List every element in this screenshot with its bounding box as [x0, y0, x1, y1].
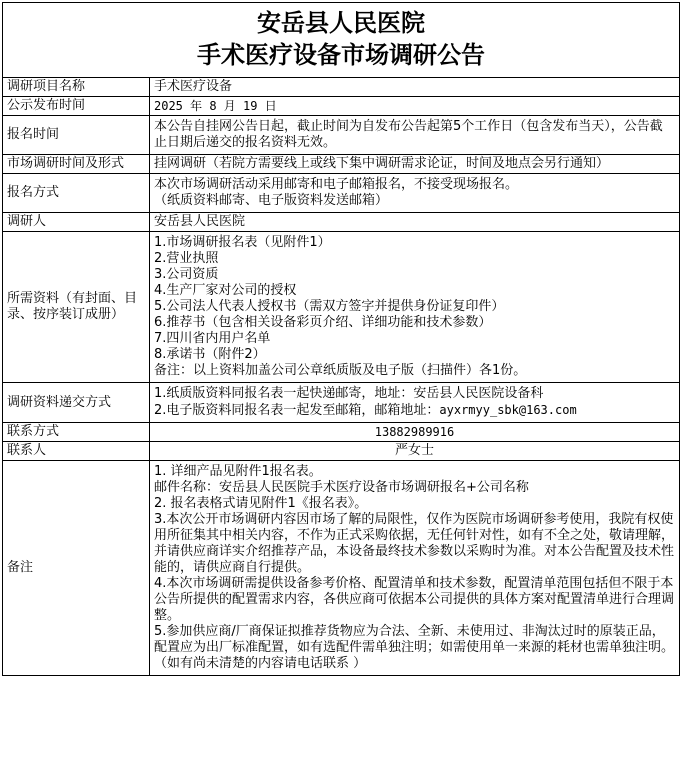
contact-person-value: 严女士: [150, 442, 680, 461]
row-project: [3, 78, 679, 97]
contact-method-label: 联系方式: [3, 423, 150, 442]
materials-item: 7.四川省内用户名单: [154, 331, 271, 346]
materials-item: 2.营业执照: [154, 251, 219, 266]
signup-method-line-2: （纸质资料邮寄、电子版资料发送邮箱）: [154, 193, 389, 208]
signup-method-label: 报名方式: [3, 174, 150, 213]
materials-item: 8.承诺书（附件2）: [154, 347, 266, 362]
materials-label: 所需资料（有封面、目录、按序装订成册）: [3, 232, 150, 383]
signup-method-value: [150, 174, 680, 213]
row-signup-method: [3, 174, 679, 213]
document-title: [3, 3, 679, 78]
researcher-label: 调研人: [3, 213, 150, 232]
notes-item: 2. 报名表格式请见附件1《报名表》。: [154, 496, 368, 511]
row-survey-time: [3, 155, 679, 174]
row-signup-time: [3, 116, 679, 155]
project-value: 手术医疗设备: [150, 78, 680, 97]
notes-list: [150, 461, 680, 676]
publish-value: 2025 年 8 月 19 日: [150, 97, 680, 116]
project-label: 调研项目名称: [3, 78, 150, 97]
announcement-sheet: [2, 2, 680, 676]
row-contact-person: [3, 442, 679, 461]
submission-value: [150, 383, 680, 423]
contact-person-label: 联系人: [3, 442, 150, 461]
title-line-hospital: 安岳县人民医院: [257, 9, 425, 37]
submission-line-1: 1.纸质版资料同报名表一起快递邮寄，地址：安岳县人民医院设备科: [154, 386, 544, 401]
submission-line-2: [154, 402, 675, 419]
notes-item: 3.本次公开市场调研内容因市场了解的局限性，仅作为医院市场调研参考使用，我院有权使用所征集其中相关内容，不作为正式采购依据，无任何针对性，如有不全之处，敬请理解，并请供应商详实介绍推荐产品，本设备最终技术参数以采购时为准。对本公告配置及技术性能的，请供应商自行提供。: [154, 512, 675, 575]
submission-label: 调研资料递交方式: [3, 383, 150, 423]
contact-phone: 13882989916: [150, 423, 680, 442]
signup-method-line-1: 本次市场调研活动采用邮寄和电子邮箱报名，不接受现场报名。: [154, 177, 519, 192]
notes-item: 1. 详细产品见附件1报名表。: [154, 464, 322, 479]
submission-line-2-text: 2.电子版资料同报名表一起发至邮箱，邮箱地址：: [154, 403, 440, 418]
materials-item: 4.生产厂家对公司的授权: [154, 283, 297, 298]
survey-time-label: 市场调研时间及形式: [3, 155, 150, 174]
materials-item: 1.市场调研报名表（见附件1）: [154, 235, 331, 250]
row-notes: [3, 461, 679, 676]
title-line-subject: 手术医疗设备市场调研公告: [197, 41, 485, 69]
row-submission: [3, 383, 679, 423]
materials-list: [150, 232, 680, 383]
signup-time-value: 本公告自挂网公告日起，截止时间为自发布公告起第5个工作日（包含发布当天），公告截止日期后递交的报名资料无效。: [150, 116, 680, 155]
signup-time-label: 报名时间: [3, 116, 150, 155]
submission-email[interactable]: ayxrmyy_sbk@163.com: [439, 403, 577, 417]
materials-item: 3.公司资质: [154, 267, 219, 282]
notes-item: 邮件名称：安岳县人民医院手术医疗设备市场调研报名+公司名称: [154, 480, 529, 495]
row-publish: [3, 97, 679, 116]
notes-item: （如有尚未清楚的内容请电话联系 ）: [154, 656, 367, 671]
materials-item: 6.推荐书（包含相关设备彩页介绍、详细功能和技术参数）: [154, 315, 492, 330]
researcher-value: 安岳县人民医院: [150, 213, 680, 232]
publish-label: 公示发布时间: [3, 97, 150, 116]
materials-item: 5.公司法人代表人授权书（需双方签字并提供身份证复印件）: [154, 299, 505, 314]
notes-item: 4.本次市场调研需提供设备参考价格、配置清单和技术参数，配置清单范围包括但不限于本公告所提供的配置需求内容，各供应商可依据本公司提供的具体方案对配置清单进行合理调整。: [154, 576, 675, 623]
row-contact-method: [3, 423, 679, 442]
notes-label: 备注: [3, 461, 150, 676]
survey-time-value: 挂网调研（若院方需要线上或线下集中调研需求论证，时间及地点会另行通知）: [150, 155, 680, 174]
info-table: [3, 78, 679, 675]
row-materials: [3, 232, 679, 383]
row-researcher: [3, 213, 679, 232]
notes-item: 5.参加供应商/厂商保证拟推荐货物应为合法、全新、未使用过、非淘汰过时的原装正品，配置应为出厂标准配置，如有选配件需单独注明；如需使用单一来源的耗材也需单独注明。: [154, 624, 675, 655]
materials-note: 备注：以上资料加盖公司公章纸质版及电子版（扫描件）各1份。: [154, 363, 527, 378]
